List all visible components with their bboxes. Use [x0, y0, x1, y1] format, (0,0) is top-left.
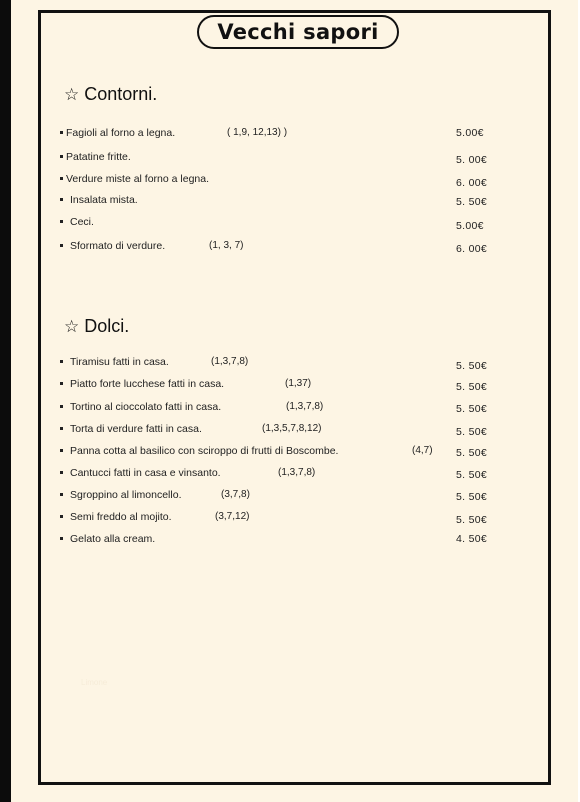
- menu-item: [11, 194, 578, 208]
- menu-item: [11, 489, 578, 503]
- menu-item: [11, 423, 578, 437]
- item-allergens: (3,7,8): [221, 489, 250, 500]
- item-price: 5. 50€: [456, 514, 487, 526]
- menu-page: [11, 0, 578, 802]
- item-name: Gelato alla cream.: [70, 533, 156, 545]
- item-allergens: (4,7): [412, 445, 433, 456]
- menu-item: [11, 127, 578, 141]
- menu-item: [11, 511, 578, 525]
- left-edge-bar: [0, 0, 11, 802]
- item-allergens: (1,3,5,7,8,12): [262, 423, 322, 434]
- item-price: 5. 50€: [456, 196, 487, 208]
- item-price: 5. 00€: [456, 154, 487, 166]
- item-allergens: (1,3,7,8): [211, 356, 249, 367]
- item-price: 5. 50€: [456, 426, 487, 438]
- item-name: Patatine fritte.: [66, 151, 131, 163]
- item-name: Torta di verdure fatti in casa.: [70, 423, 202, 435]
- faded-note: Limone: [81, 678, 108, 687]
- item-allergens: (1, 3, 7): [209, 240, 244, 251]
- item-allergens: (1,3,7,8): [286, 401, 324, 412]
- item-name: Ceci.: [70, 216, 94, 228]
- item-price: 5. 50€: [456, 491, 487, 503]
- item-price: 5. 50€: [456, 381, 487, 393]
- item-allergens: (1,3,7,8): [278, 467, 316, 478]
- item-name: Tiramisu fatti in casa.: [70, 356, 169, 368]
- star-outline-icon: ☆: [64, 316, 80, 337]
- menu-title: Vecchi sapori: [197, 15, 399, 49]
- menu-item: [11, 151, 578, 165]
- item-name: Semi freddo al mojito.: [70, 511, 172, 523]
- item-price: 5. 50€: [456, 469, 487, 481]
- section-title: Contorni.: [84, 84, 158, 104]
- item-name: Panna cotta al basilico con sciroppo di frutti di Boscombe.: [70, 445, 339, 457]
- item-allergens: (3,7,12): [215, 511, 250, 522]
- menu-item: [11, 216, 578, 230]
- section-heading-contorni: [64, 84, 157, 105]
- item-price: 5. 50€: [456, 403, 487, 415]
- item-allergens: ( 1,9, 12,13) ): [227, 127, 288, 138]
- item-name: Verdure miste al forno a legna.: [66, 173, 210, 185]
- item-name: Tortino al cioccolato fatti in casa.: [70, 401, 222, 413]
- section-title: Dolci.: [84, 316, 130, 336]
- item-price: 4. 50€: [456, 533, 487, 545]
- menu-item: [11, 240, 578, 254]
- menu-item: [11, 173, 578, 187]
- item-name: Sformato di verdure.: [70, 240, 166, 252]
- menu-item: [11, 445, 578, 459]
- item-name: Sgroppino al limoncello.: [70, 489, 182, 501]
- item-price: 6. 00€: [456, 243, 487, 255]
- menu-item: [11, 533, 578, 547]
- item-name: Fagioli al forno a legna.: [66, 127, 176, 139]
- menu-item: [11, 401, 578, 415]
- menu-item: [11, 356, 578, 370]
- item-price: 5. 50€: [456, 447, 487, 459]
- item-price: 5.00€: [456, 127, 484, 139]
- item-allergens: (1,37): [285, 378, 312, 389]
- item-name: Piatto forte lucchese fatti in casa.: [70, 378, 225, 390]
- star-outline-icon: ☆: [64, 84, 80, 105]
- menu-item: [11, 378, 578, 392]
- item-price: 6. 00€: [456, 177, 487, 189]
- item-price: 5.00€: [456, 220, 484, 232]
- item-name: Insalata mista.: [70, 194, 138, 206]
- menu-item: [11, 467, 578, 481]
- item-price: 5. 50€: [456, 360, 487, 372]
- section-heading-dolci: [64, 316, 129, 337]
- item-name: Cantucci fatti in casa e vinsanto.: [70, 467, 221, 479]
